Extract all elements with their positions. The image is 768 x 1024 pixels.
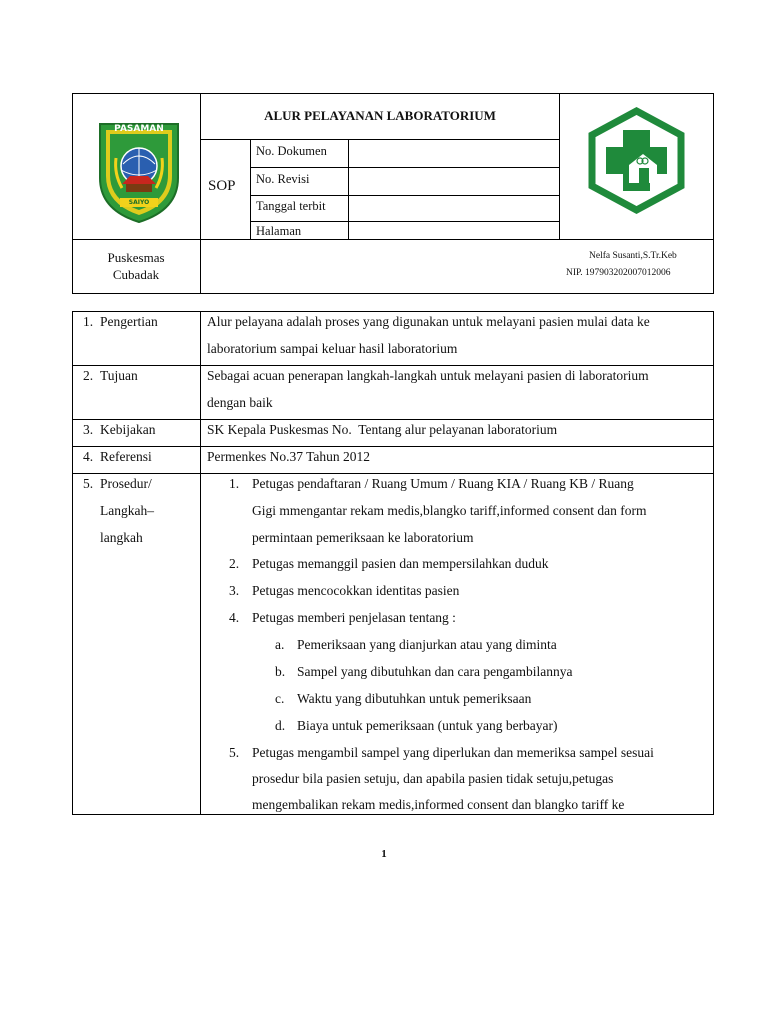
step-number: 5. bbox=[229, 745, 240, 760]
org-name-line1: Puskesmas bbox=[107, 250, 165, 265]
section-text-line: Alur pelayana adalah proses yang digunakan untuk melayani pasien mulai data ke bbox=[207, 314, 650, 329]
doc-field-halaman: Halaman bbox=[256, 224, 302, 238]
substep-letter: a. bbox=[275, 637, 285, 652]
doc-field-no-revisi: No. Revisi bbox=[256, 172, 310, 186]
doc-field-tanggal-terbit: Tanggal terbit bbox=[256, 199, 326, 213]
section-text-line: laboratorium sampai keluar hasil laboratorium bbox=[207, 341, 458, 356]
doc-field-no-dokumen: No. Dokumen bbox=[256, 144, 327, 158]
step-number: 4. bbox=[229, 610, 240, 625]
substep-text: Pemeriksaan yang dianjurkan atau yang diminta bbox=[297, 637, 557, 652]
section-label-prosedur: Langkah– bbox=[100, 503, 154, 518]
step-number: 2. bbox=[229, 556, 240, 571]
section-label-prosedur: Prosedur/ bbox=[100, 476, 152, 491]
section-text-line: Sebagai acuan penerapan langkah-langkah untuk melayani pasien di laboratorium bbox=[207, 368, 649, 383]
section-text-line: dengan baik bbox=[207, 395, 273, 410]
substep-text: Sampel yang dibutuhkan dan cara pengambilannya bbox=[297, 664, 573, 679]
sop-label: SOP bbox=[208, 178, 236, 194]
section-text-line: SK Kepala Puskesmas No. Tentang alur pelayanan laboratorium bbox=[207, 422, 558, 437]
substep-text: Waktu yang dibutuhkan untuk pemeriksaan bbox=[297, 691, 532, 706]
step-text-line: mengembalikan rekam medis,informed consent dan blangko tariff ke bbox=[252, 797, 625, 812]
section-number: 1. bbox=[83, 314, 94, 329]
section-text-line: Permenkes No.37 Tahun 2012 bbox=[207, 449, 371, 464]
substep-letter: d. bbox=[275, 718, 286, 733]
step-number: 3. bbox=[229, 583, 240, 598]
step-text-line: permintaan pemeriksaan ke laboratorium bbox=[252, 530, 474, 545]
org-name-line2: Cubadak bbox=[112, 267, 160, 282]
puskesmas-logo bbox=[581, 105, 692, 216]
section-number: 3. bbox=[83, 422, 94, 437]
step-number: 1. bbox=[229, 476, 240, 491]
section-number: 5. bbox=[83, 476, 94, 491]
signer-name: Nelfa Susanti,S.Tr.Keb bbox=[589, 251, 677, 261]
step-text-line: Petugas memberi penjelasan tentang : bbox=[252, 610, 456, 625]
section-label-kebijakan: Kebijakan bbox=[100, 422, 156, 437]
section-label-prosedur: langkah bbox=[100, 530, 143, 545]
pasaman-logo bbox=[96, 118, 182, 224]
step-text-line: Petugas pendaftaran / Ruang Umum / Ruang KIA / Ruang KB / Ruang bbox=[252, 476, 634, 491]
section-label-referensi: Referensi bbox=[100, 449, 152, 464]
step-text-line: Petugas mengambil sampel yang diperlukan dan memeriksa sampel sesuai bbox=[252, 745, 654, 760]
section-number: 4. bbox=[83, 449, 94, 464]
step-text-line: Gigi mmengantar rekam medis,blangko tariff,informed consent dan form bbox=[252, 503, 647, 518]
step-text-line: Petugas mencocokkan identitas pasien bbox=[252, 583, 460, 598]
step-text-line: Petugas memanggil pasien dan mempersilahkan duduk bbox=[252, 556, 549, 571]
section-label-pengertian: Pengertian bbox=[100, 314, 158, 329]
step-text-line: prosedur bila pasien setuju, dan apabila pasien tidak setuju,petugas bbox=[252, 771, 614, 786]
signer-nip: NIP. 197903202007012006 bbox=[566, 268, 671, 278]
substep-text: Biaya untuk pemeriksaan (untuk yang berbayar) bbox=[297, 718, 558, 733]
section-number: 2. bbox=[83, 368, 94, 383]
page-number: 1 bbox=[381, 848, 387, 860]
substep-letter: b. bbox=[275, 664, 286, 679]
substep-letter: c. bbox=[275, 691, 285, 706]
logo-text-top: PASAMAN bbox=[114, 124, 164, 134]
section-label-tujuan: Tujuan bbox=[100, 368, 138, 383]
logo-text-bottom: SAIYO bbox=[128, 199, 150, 206]
document-title: ALUR PELAYANAN LABORATORIUM bbox=[264, 108, 496, 123]
